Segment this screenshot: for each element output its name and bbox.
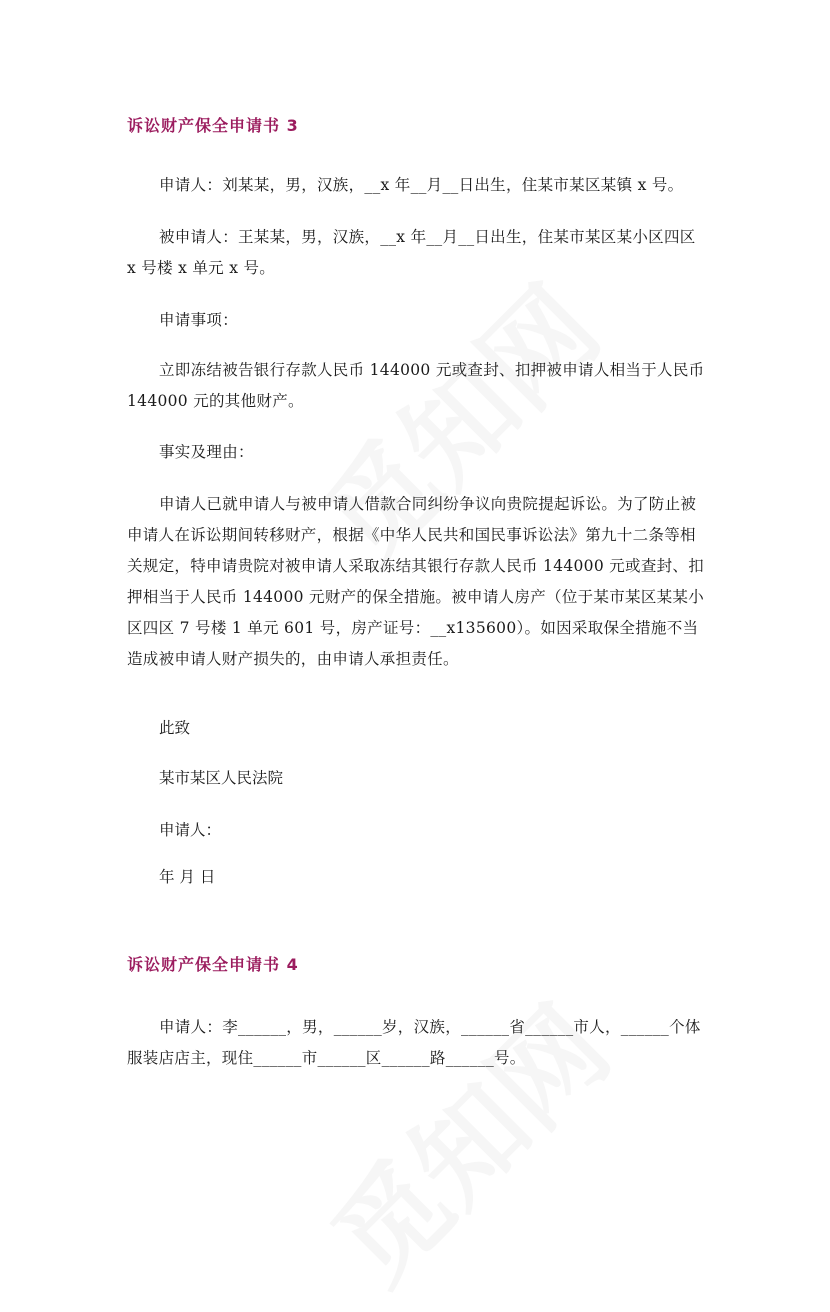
court-line: 某市某区人民法院 [159, 769, 284, 787]
facts-paragraph: 申请人已就申请人与被申请人借款合同纠纷争议向贵院提起诉讼。为了防止被申请人在诉讼期间转移财产，根据《中华人民共和国民事诉讼法》第九十二条等相关规定，特申请贵院对被申请人采取冻结其银行存款人民币 144000 元或查封、扣押相当于人民币 144000 元财产的保全措施。被申请人房产（位于某市某区某某小区四区 7 号楼 1 单元 601 号，房产证号：__x135600）。如因采取保全措施不当造成被申请人财产损失的，由申请人承担责任。 [127, 495, 705, 668]
date-line: 年 月 日 [159, 868, 216, 886]
section-4-title: 诉讼财产保全申请书 4 [127, 955, 299, 974]
respondent-paragraph: 被申请人：王某某，男，汉族，__x 年__月__日出生，住某市某区某小区四区 x 号楼 x 单元 x 号。 [127, 228, 696, 277]
facts-label: 事实及理由： [159, 443, 254, 461]
matters-paragraph: 立即冻结被告银行存款人民币 144000 元或查封、扣押被申请人相当于人民币 144000 元的其他财产。 [127, 361, 705, 410]
section-3-title: 诉讼财产保全申请书 3 [127, 116, 299, 135]
closing-line: 此致 [159, 719, 191, 737]
applicant-paragraph: 申请人：刘某某，男，汉族，__x 年__月__日出生，住某市某区某镇 x 号。 [159, 176, 684, 194]
signature-line: 申请人： [159, 821, 222, 839]
applicant-paragraph-4: 申请人：李______，男，______岁，汉族，______省______市人，______个体服装店店主，现住______市______区______路______号。 [127, 1018, 701, 1067]
matters-label: 申请事项： [159, 311, 239, 329]
